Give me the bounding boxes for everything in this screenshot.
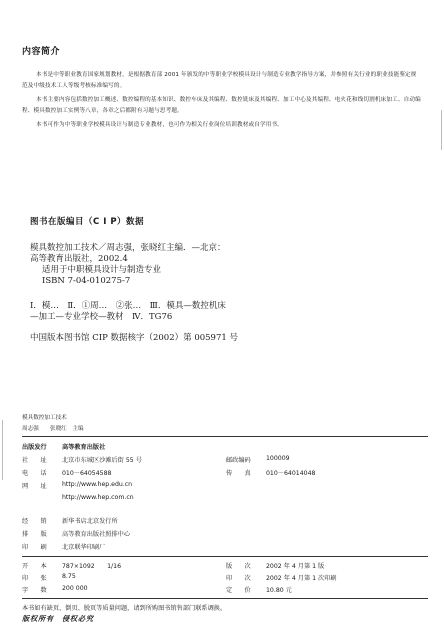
- cip-line: Ⅰ．模… Ⅱ．①周… ②张… Ⅲ．模具—数控机床: [30, 301, 226, 311]
- cip-line: —加工—专业学校—教材 Ⅳ．TG76: [30, 312, 173, 322]
- copyright-notice: 版权所有 侵权必究: [22, 614, 94, 623]
- cip-line: 高等教育出版社，2002.4: [30, 254, 128, 264]
- intro-paragraph-3: 本书可作为中等职业学校模具设计与制造专业教材，也可作为相关行业岗位培训教材或自学用书。: [36, 122, 283, 128]
- book-editors: 周志强 张晓红 主编: [22, 426, 84, 432]
- scan-edge-mark: [441, 110, 442, 150]
- distributor-row: 经 销 新华书店北京发行所: [22, 518, 118, 525]
- cip-line: ISBN 7-04-010275-7: [42, 276, 131, 286]
- publisher-row: [22, 442, 428, 454]
- website-link[interactable]: http://www.hep.com.cn: [62, 494, 134, 501]
- intro-paragraph-1: 本书是中等职业教育国家规划教材，是根据教育部 2001 年颁发的中等职业学校模具设计与制造专业教学指导方案，并参照有关行业的职业技能鉴定规范及中级技术工人等级考核标准编写的。: [22, 72, 417, 89]
- typesetting-row: 排 版 高等教育出版社照排中心: [22, 531, 131, 538]
- label: 出版发行: [22, 444, 47, 451]
- cip-line: 模具数控加工技术／周志强，张晓红主编．—北京：: [30, 243, 226, 253]
- cip-heading: 图书在版编目（C I P）数据: [30, 217, 145, 227]
- cip-line: 适用于中职模具设计与制造专业: [42, 265, 162, 275]
- scan-edge-mark: [2, 420, 3, 480]
- sheets-row: 印 张 8.75 印 次 2002 年 4 月第 1 次印刷: [22, 573, 337, 582]
- intro-paragraph-2: 本书主要内容包括数控加工概述、数控编程的基本知识、数控车床及其编程、数控铣床及其编程、加工中心及其编程、电火花和线切割机床加工、自动编程、模具数控加工实例等八章，各章之后都附有习题与思考题。: [22, 97, 421, 114]
- intro-heading: 内容简介: [22, 47, 61, 57]
- format-row: 开 本 787×1092 1/16 版 次 2002 年 4 月第 1 版: [22, 563, 325, 570]
- divider: [22, 436, 428, 437]
- cip-record-number: 中国版本图书馆 CIP 数据核字（2002）第 005971 号: [30, 333, 238, 343]
- divider: [22, 556, 428, 557]
- website-row: 网 址 http://www.hep.edu.cn: [22, 481, 133, 490]
- book-title: 模具数控加工技术: [22, 415, 67, 421]
- website-link[interactable]: http://www.hep.edu.cn: [62, 481, 133, 488]
- wordcount-row: 字 数 200 000 定 价 10.80 元: [22, 585, 292, 594]
- value: 高等教育出版社: [62, 444, 106, 451]
- cip-classification: [30, 301, 226, 323]
- address-row: 社 址 北京市东城区沙滩后街 55 号 邮政编码 100009: [22, 455, 290, 464]
- phone-row: 电 话 010－64054588 传 真 010－64014048: [22, 470, 316, 477]
- website-row-2: [22, 494, 428, 506]
- defect-notice: 本书如有缺页、倒页、脱页等质量问题，请到所购图书销售部门联系调换。: [22, 605, 227, 612]
- divider: [22, 598, 428, 599]
- printer-row: 印 刷 北京联华印刷厂: [22, 544, 106, 551]
- cip-record: [30, 243, 226, 287]
